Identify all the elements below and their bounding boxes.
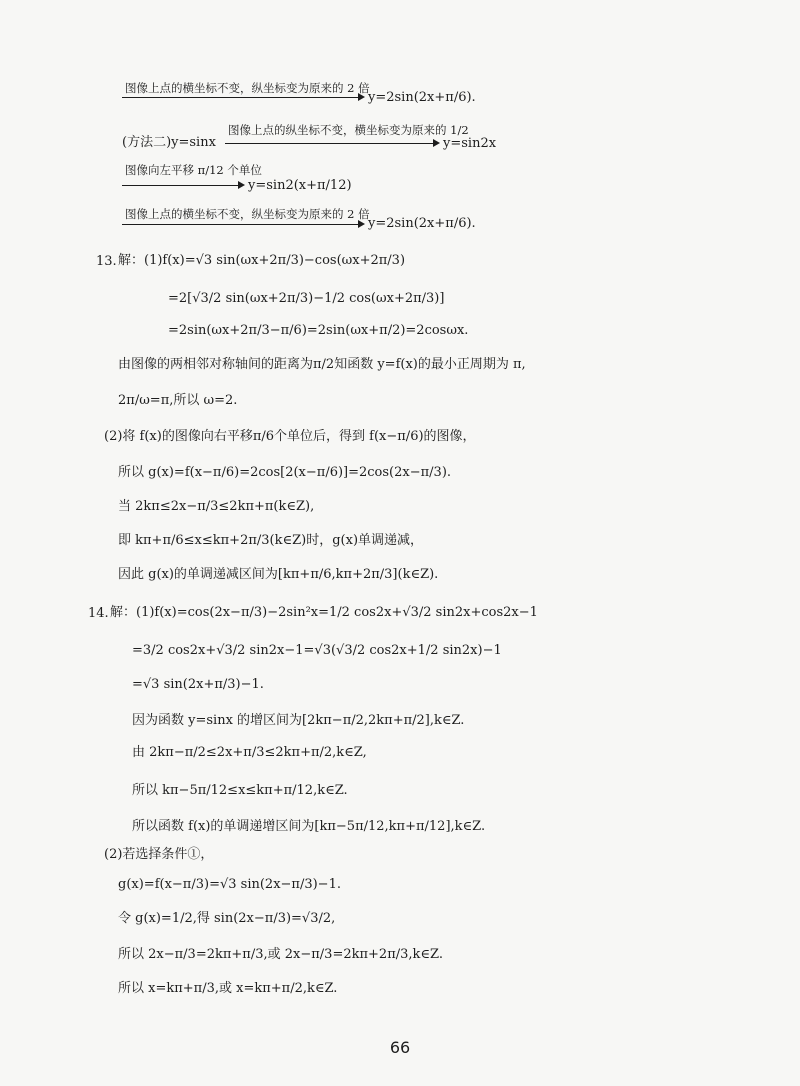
arrow-head-icon [358,220,365,228]
arrow-1-label: 图像上点的横坐标不变，纵坐标变为原来的 2 倍 [125,81,370,95]
p14-line-6: 所以 kπ−5π/12≤x≤kπ+π/12,k∈Z. [132,783,348,798]
arrow-head-icon [433,139,440,147]
arrow-2-label: 图像上点的纵坐标不变，横坐标变为原来的 1/2 [228,123,469,137]
p13-line-1: 解：(1)f(x)=√3 sin(ωx+2π/3)−cos(ωx+2π/3) [118,253,406,268]
p14-line-7: 所以函数 f(x)的单调递增区间为[kπ−5π/12,kπ+π/12],k∈Z. [132,819,486,834]
p13-line-3: =2sin(ωx+2π/3−π/6)=2sin(ωx+π/2)=2cosωx. [168,323,469,338]
arrow-head-icon [238,181,245,189]
method-2-prefix: (方法二)y=sinx [122,135,216,150]
p14-line-3: =√3 sin(2x+π/3)−1. [132,677,264,692]
p14-line-10: 令 g(x)=1/2,得 sin(2x−π/3)=√3/2, [118,911,336,926]
p13-line-7: 所以 g(x)=f(x−π/6)=2cos[2(x−π/6)]=2cos(2x−π/3). [118,465,452,480]
arrow-2-result: y=sin2x [443,136,497,151]
problem-13-number: 13. [96,254,117,269]
arrow-4-result: y=2sin(2x+π/6). [368,216,476,231]
arrow-3-line [122,185,240,186]
arrow-4-label: 图像上点的横坐标不变，纵坐标变为原来的 2 倍 [125,207,370,221]
p14-line-4: 因为函数 y=sinx 的增区间为[2kπ−π/2,2kπ+π/2],k∈Z. [132,713,465,728]
p14-line-2: =3/2 cos2x+√3/2 sin2x−1=√3(√3/2 cos2x+1/2 sin2x)−1 [132,643,502,658]
p13-line-2: =2[√3/2 sin(ωx+2π/3)−1/2 cos(ωx+2π/3)] [168,291,445,306]
p14-line-12: 所以 x=kπ+π/3,或 x=kπ+π/2,k∈Z. [118,981,338,996]
problem-14-number: 14. [88,606,109,621]
arrow-3-label: 图像向左平移 π/12 个单位 [125,163,262,177]
arrow-2-line [225,143,435,144]
arrow-1-result: y=2sin(2x+π/6). [368,90,476,105]
p13-line-9: 即 kπ+π/6≤x≤kπ+2π/3(k∈Z)时，g(x)单调递减， [118,533,424,548]
p14-line-9: g(x)=f(x−π/3)=√3 sin(2x−π/3)−1. [118,877,341,892]
arrow-1-line [122,97,360,98]
p14-line-11: 所以 2x−π/3=2kπ+π/3,或 2x−π/3=2kπ+2π/3,k∈Z. [118,947,443,962]
arrow-4-line [122,224,360,225]
p13-line-6: (2)将 f(x)的图像向右平移π/6个单位后，得到 f(x−π/6)的图像， [104,429,476,444]
page-number: 66 [389,1038,411,1057]
arrow-head-icon [358,93,365,101]
p14-line-5: 由 2kπ−π/2≤2x+π/3≤2kπ+π/2,k∈Z, [132,745,367,760]
arrow-3-result: y=sin2(x+π/12) [248,178,352,193]
p14-line-8: (2)若选择条件①， [104,847,214,862]
p13-line-4: 由图像的两相邻对称轴间的距离为π/2知函数 y=f(x)的最小正周期为 π, [118,357,526,372]
p14-line-1: 解：(1)f(x)=cos(2x−π/3)−2sin²x=1/2 cos2x+√3/2 sin2x+cos2x−1 [110,605,538,620]
p13-line-8: 当 2kπ≤2x−π/3≤2kπ+π(k∈Z), [118,499,315,514]
p13-line-10: 因此 g(x)的单调递减区间为[kπ+π/6,kπ+2π/3](k∈Z). [118,567,439,582]
p13-line-5: 2π/ω=π,所以 ω=2. [118,393,238,408]
